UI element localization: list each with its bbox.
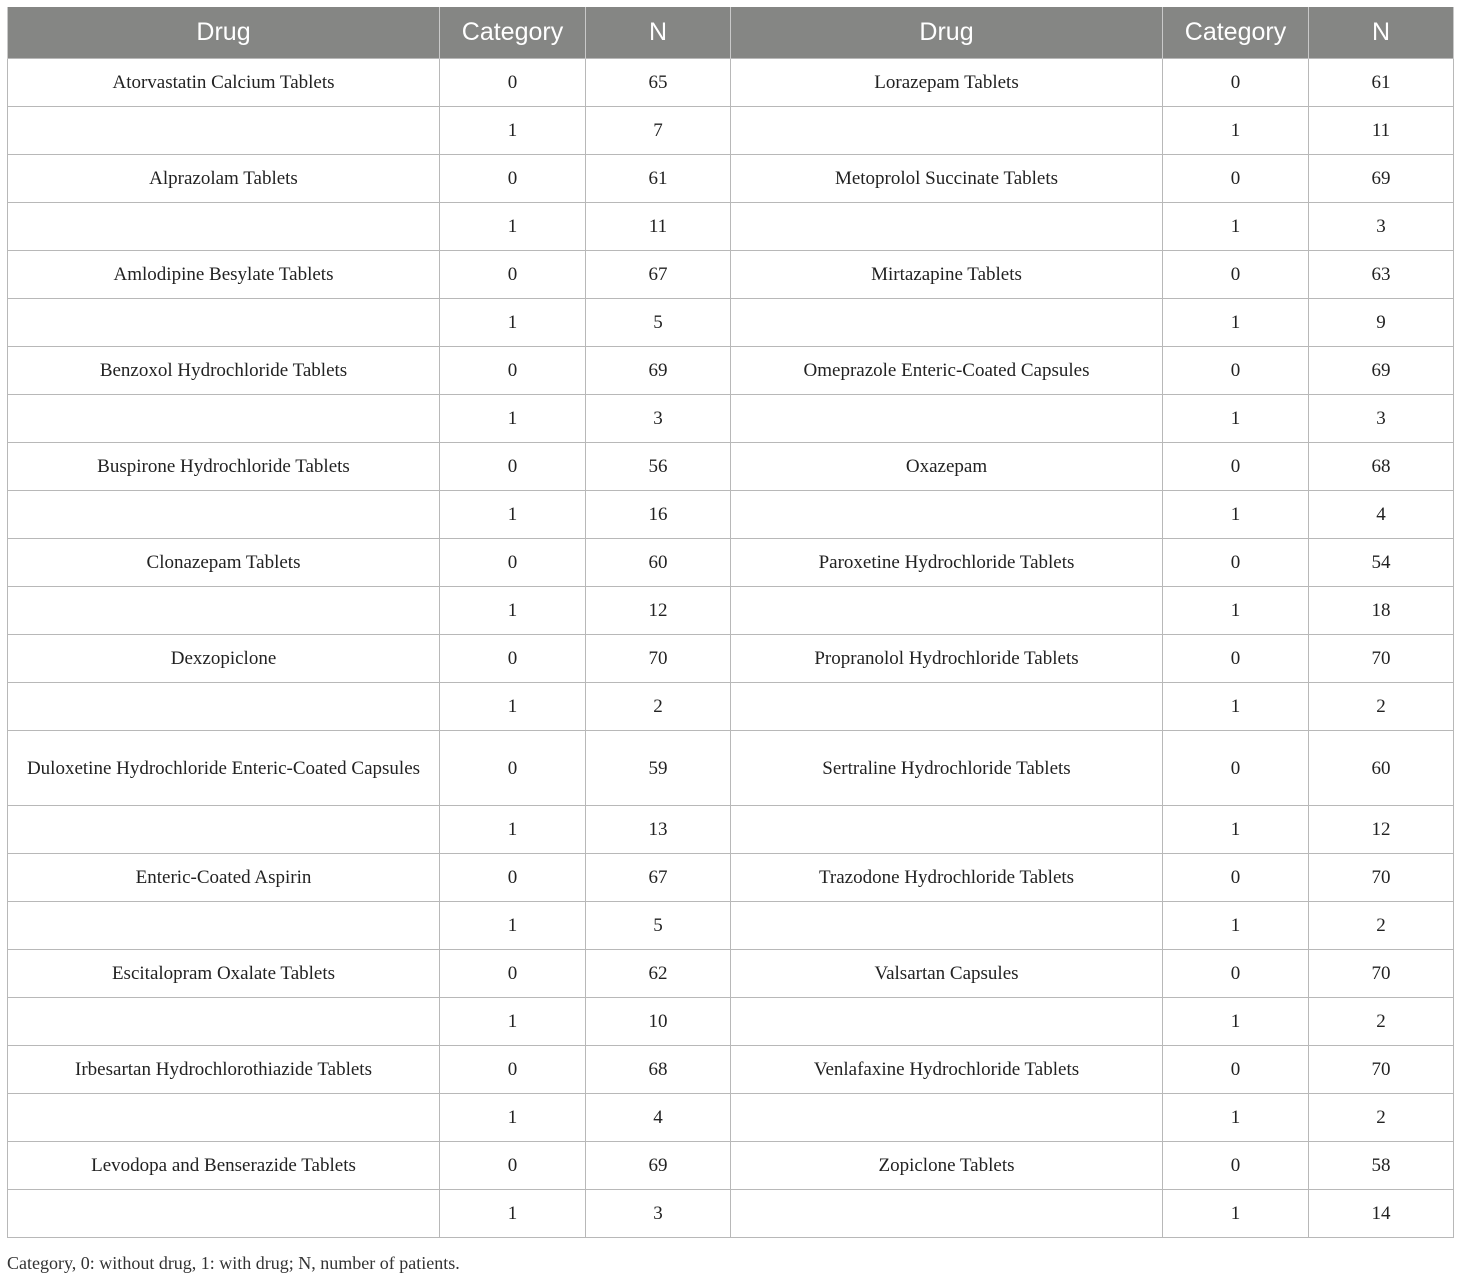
table-row bbox=[8, 107, 1454, 155]
cell-n: 2 bbox=[586, 683, 731, 731]
cell-n: 5 bbox=[586, 902, 731, 950]
cell-drug: Zopiclone Tablets bbox=[731, 1142, 1163, 1190]
table-body bbox=[8, 59, 1454, 1238]
table-row bbox=[8, 347, 1454, 395]
cell-n: 2 bbox=[1309, 683, 1454, 731]
table-row bbox=[8, 635, 1454, 683]
cell-n: 61 bbox=[1309, 59, 1454, 107]
header-n-left: N bbox=[586, 7, 731, 59]
table-row bbox=[8, 854, 1454, 902]
cell-category: 0 bbox=[1163, 635, 1309, 683]
cell-n: 68 bbox=[586, 1046, 731, 1094]
cell-drug bbox=[731, 203, 1163, 251]
cell-drug: Amlodipine Besylate Tablets bbox=[8, 251, 440, 299]
cell-category: 0 bbox=[440, 635, 586, 683]
cell-drug bbox=[731, 1094, 1163, 1142]
cell-drug bbox=[731, 491, 1163, 539]
cell-n: 69 bbox=[586, 1142, 731, 1190]
cell-category: 0 bbox=[440, 59, 586, 107]
cell-n: 54 bbox=[1309, 539, 1454, 587]
cell-category: 1 bbox=[440, 395, 586, 443]
cell-n: 5 bbox=[586, 299, 731, 347]
cell-drug: Buspirone Hydrochloride Tablets bbox=[8, 443, 440, 491]
cell-category: 1 bbox=[440, 1094, 586, 1142]
cell-category: 1 bbox=[440, 299, 586, 347]
cell-category: 0 bbox=[440, 251, 586, 299]
cell-category: 0 bbox=[440, 539, 586, 587]
cell-n: 63 bbox=[1309, 251, 1454, 299]
cell-category: 0 bbox=[440, 731, 586, 806]
cell-category: 1 bbox=[1163, 107, 1309, 155]
cell-drug bbox=[8, 107, 440, 155]
cell-n: 4 bbox=[1309, 491, 1454, 539]
cell-category: 1 bbox=[1163, 299, 1309, 347]
cell-n: 12 bbox=[586, 587, 731, 635]
table-row bbox=[8, 155, 1454, 203]
cell-drug bbox=[8, 299, 440, 347]
cell-n: 3 bbox=[586, 1190, 731, 1238]
cell-n: 10 bbox=[586, 998, 731, 1046]
cell-drug bbox=[8, 491, 440, 539]
cell-n: 68 bbox=[1309, 443, 1454, 491]
cell-n: 70 bbox=[1309, 1046, 1454, 1094]
cell-drug bbox=[8, 395, 440, 443]
cell-drug bbox=[731, 299, 1163, 347]
cell-n: 3 bbox=[586, 395, 731, 443]
table-row bbox=[8, 806, 1454, 854]
header-category-left: Category bbox=[440, 7, 586, 59]
cell-category: 0 bbox=[1163, 251, 1309, 299]
cell-category: 1 bbox=[440, 491, 586, 539]
table-footnote: Category, 0: without drug, 1: with drug; N, number of patients. bbox=[7, 1253, 460, 1273]
cell-n: 70 bbox=[586, 635, 731, 683]
cell-drug bbox=[731, 395, 1163, 443]
cell-n: 69 bbox=[1309, 347, 1454, 395]
table-row bbox=[8, 902, 1454, 950]
cell-drug: Paroxetine Hydrochloride Tablets bbox=[731, 539, 1163, 587]
cell-n: 56 bbox=[586, 443, 731, 491]
table-row bbox=[8, 539, 1454, 587]
cell-drug bbox=[8, 203, 440, 251]
table-row bbox=[8, 443, 1454, 491]
cell-n: 12 bbox=[1309, 806, 1454, 854]
table-row bbox=[8, 395, 1454, 443]
cell-drug: Metoprolol Succinate Tablets bbox=[731, 155, 1163, 203]
cell-drug: Mirtazapine Tablets bbox=[731, 251, 1163, 299]
cell-drug: Propranolol Hydrochloride Tablets bbox=[731, 635, 1163, 683]
cell-drug bbox=[731, 902, 1163, 950]
cell-drug: Trazodone Hydrochloride Tablets bbox=[731, 854, 1163, 902]
cell-category: 1 bbox=[1163, 203, 1309, 251]
cell-drug bbox=[731, 998, 1163, 1046]
cell-drug bbox=[8, 902, 440, 950]
header-row bbox=[8, 7, 1454, 59]
cell-drug: Oxazepam bbox=[731, 443, 1163, 491]
cell-n: 7 bbox=[586, 107, 731, 155]
cell-category: 0 bbox=[440, 347, 586, 395]
cell-n: 4 bbox=[586, 1094, 731, 1142]
cell-category: 0 bbox=[1163, 443, 1309, 491]
cell-drug bbox=[731, 683, 1163, 731]
cell-category: 1 bbox=[440, 587, 586, 635]
cell-drug: Duloxetine Hydrochloride Enteric-Coated Capsules bbox=[8, 731, 440, 806]
table-row bbox=[8, 1094, 1454, 1142]
cell-category: 0 bbox=[1163, 1142, 1309, 1190]
cell-n: 2 bbox=[1309, 902, 1454, 950]
cell-category: 0 bbox=[1163, 539, 1309, 587]
cell-n: 16 bbox=[586, 491, 731, 539]
cell-drug bbox=[731, 107, 1163, 155]
table-row bbox=[8, 998, 1454, 1046]
cell-drug: Clonazepam Tablets bbox=[8, 539, 440, 587]
cell-category: 1 bbox=[1163, 1190, 1309, 1238]
table-container bbox=[7, 7, 1453, 1238]
cell-drug bbox=[8, 998, 440, 1046]
cell-drug bbox=[8, 806, 440, 854]
cell-n: 70 bbox=[1309, 950, 1454, 998]
table-row bbox=[8, 731, 1454, 806]
cell-drug: Dexzopiclone bbox=[8, 635, 440, 683]
cell-drug: Alprazolam Tablets bbox=[8, 155, 440, 203]
cell-category: 0 bbox=[440, 1046, 586, 1094]
cell-n: 60 bbox=[1309, 731, 1454, 806]
cell-category: 0 bbox=[440, 950, 586, 998]
cell-n: 18 bbox=[1309, 587, 1454, 635]
cell-drug bbox=[8, 1094, 440, 1142]
header-drug-right: Drug bbox=[731, 7, 1163, 59]
table-row bbox=[8, 203, 1454, 251]
cell-category: 1 bbox=[1163, 395, 1309, 443]
cell-n: 62 bbox=[586, 950, 731, 998]
cell-n: 70 bbox=[1309, 854, 1454, 902]
cell-n: 61 bbox=[586, 155, 731, 203]
table-row bbox=[8, 1142, 1454, 1190]
cell-drug bbox=[8, 683, 440, 731]
cell-drug: Enteric-Coated Aspirin bbox=[8, 854, 440, 902]
cell-category: 0 bbox=[440, 854, 586, 902]
cell-n: 67 bbox=[586, 854, 731, 902]
cell-category: 0 bbox=[440, 443, 586, 491]
cell-category: 1 bbox=[1163, 587, 1309, 635]
cell-drug: Valsartan Capsules bbox=[731, 950, 1163, 998]
cell-drug: Venlafaxine Hydrochloride Tablets bbox=[731, 1046, 1163, 1094]
cell-category: 1 bbox=[440, 806, 586, 854]
cell-drug bbox=[731, 806, 1163, 854]
table-row bbox=[8, 1046, 1454, 1094]
cell-drug bbox=[731, 587, 1163, 635]
cell-n: 67 bbox=[586, 251, 731, 299]
cell-n: 14 bbox=[1309, 1190, 1454, 1238]
cell-drug: Escitalopram Oxalate Tablets bbox=[8, 950, 440, 998]
cell-category: 0 bbox=[1163, 155, 1309, 203]
cell-n: 11 bbox=[1309, 107, 1454, 155]
cell-category: 1 bbox=[1163, 806, 1309, 854]
table-row bbox=[8, 950, 1454, 998]
cell-category: 1 bbox=[1163, 491, 1309, 539]
cell-n: 58 bbox=[1309, 1142, 1454, 1190]
cell-n: 13 bbox=[586, 806, 731, 854]
cell-category: 0 bbox=[440, 1142, 586, 1190]
header-category-right: Category bbox=[1163, 7, 1309, 59]
cell-category: 0 bbox=[1163, 347, 1309, 395]
cell-category: 1 bbox=[1163, 1094, 1309, 1142]
cell-drug bbox=[731, 1190, 1163, 1238]
cell-drug: Benzoxol Hydrochloride Tablets bbox=[8, 347, 440, 395]
cell-n: 2 bbox=[1309, 998, 1454, 1046]
cell-n: 59 bbox=[586, 731, 731, 806]
cell-n: 11 bbox=[586, 203, 731, 251]
cell-n: 9 bbox=[1309, 299, 1454, 347]
cell-category: 0 bbox=[440, 155, 586, 203]
cell-n: 2 bbox=[1309, 1094, 1454, 1142]
table-row bbox=[8, 1190, 1454, 1238]
cell-category: 1 bbox=[440, 998, 586, 1046]
table-row bbox=[8, 683, 1454, 731]
cell-category: 0 bbox=[1163, 59, 1309, 107]
cell-category: 1 bbox=[440, 107, 586, 155]
cell-n: 3 bbox=[1309, 395, 1454, 443]
cell-drug: Lorazepam Tablets bbox=[731, 59, 1163, 107]
header-n-right: N bbox=[1309, 7, 1454, 59]
cell-drug: Irbesartan Hydrochlorothiazide Tablets bbox=[8, 1046, 440, 1094]
table-row bbox=[8, 491, 1454, 539]
drug-table bbox=[7, 7, 1454, 1238]
cell-category: 1 bbox=[440, 683, 586, 731]
cell-category: 0 bbox=[1163, 854, 1309, 902]
cell-n: 70 bbox=[1309, 635, 1454, 683]
cell-category: 0 bbox=[1163, 731, 1309, 806]
cell-drug: Atorvastatin Calcium Tablets bbox=[8, 59, 440, 107]
cell-category: 0 bbox=[1163, 1046, 1309, 1094]
cell-n: 69 bbox=[586, 347, 731, 395]
cell-category: 1 bbox=[440, 203, 586, 251]
cell-category: 1 bbox=[440, 1190, 586, 1238]
cell-n: 69 bbox=[1309, 155, 1454, 203]
cell-category: 1 bbox=[1163, 998, 1309, 1046]
table-row bbox=[8, 251, 1454, 299]
cell-category: 0 bbox=[1163, 950, 1309, 998]
cell-drug bbox=[8, 587, 440, 635]
cell-n: 3 bbox=[1309, 203, 1454, 251]
header-drug-left: Drug bbox=[8, 7, 440, 59]
cell-drug bbox=[8, 1190, 440, 1238]
cell-category: 1 bbox=[1163, 902, 1309, 950]
cell-n: 65 bbox=[586, 59, 731, 107]
cell-category: 1 bbox=[1163, 683, 1309, 731]
table-row bbox=[8, 299, 1454, 347]
table-row bbox=[8, 587, 1454, 635]
cell-n: 60 bbox=[586, 539, 731, 587]
cell-category: 1 bbox=[440, 902, 586, 950]
cell-drug: Levodopa and Benserazide Tablets bbox=[8, 1142, 440, 1190]
cell-drug: Sertraline Hydrochloride Tablets bbox=[731, 731, 1163, 806]
cell-drug: Omeprazole Enteric-Coated Capsules bbox=[731, 347, 1163, 395]
table-row bbox=[8, 59, 1454, 107]
